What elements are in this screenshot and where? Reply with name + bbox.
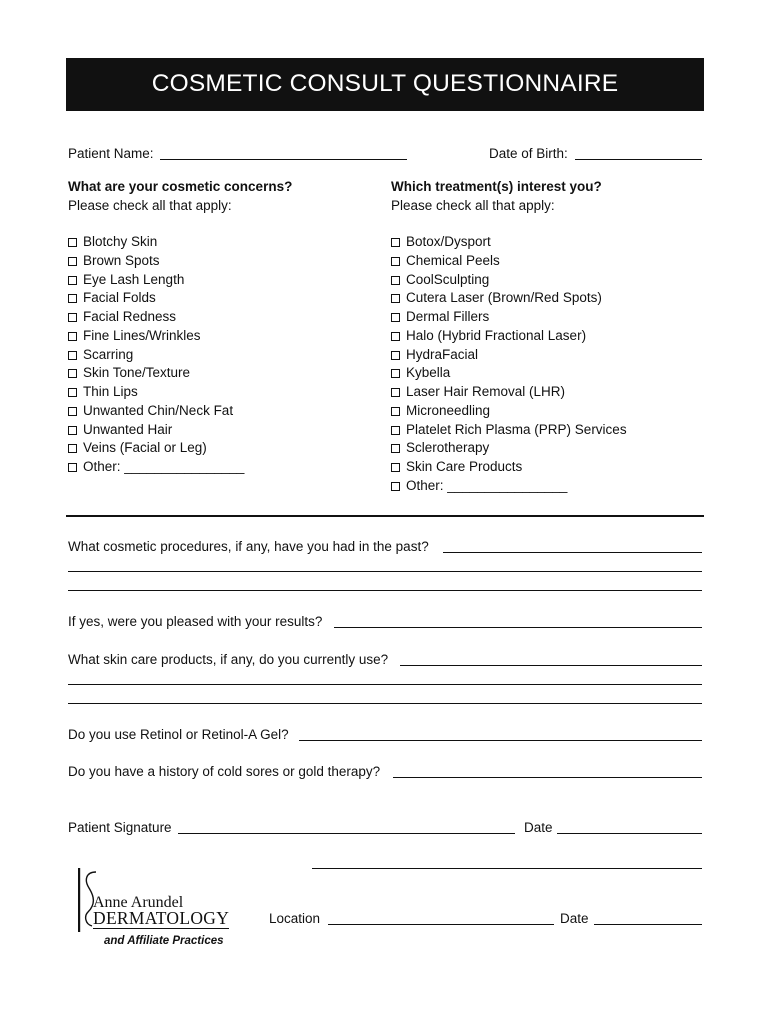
checkbox[interactable]	[68, 294, 77, 303]
page-title: COSMETIC CONSULT QUESTIONNAIRE	[151, 70, 619, 97]
location-date-label: Date	[560, 911, 589, 926]
concern-item-other[interactable]: Other: ________________	[68, 458, 244, 477]
checkbox[interactable]	[391, 238, 400, 247]
checkbox[interactable]	[391, 369, 400, 378]
treatment-item[interactable]: CoolSculpting	[391, 271, 627, 290]
concern-item[interactable]: Eye Lash Length	[68, 271, 244, 290]
checkbox[interactable]	[68, 407, 77, 416]
checkbox[interactable]	[391, 407, 400, 416]
checkbox[interactable]	[68, 444, 77, 453]
skin-care-line[interactable]	[68, 684, 702, 685]
concern-item[interactable]: Facial Folds	[68, 289, 244, 308]
treatment-item[interactable]: Chemical Peels	[391, 252, 627, 271]
treatment-item[interactable]: Microneedling	[391, 402, 627, 421]
dob-label: Date of Birth:	[489, 146, 568, 161]
checkbox[interactable]	[391, 388, 400, 397]
logo-name: Anne Arundel	[93, 894, 184, 911]
concern-item[interactable]: Unwanted Chin/Neck Fat	[68, 402, 244, 421]
signature-field[interactable]	[178, 833, 515, 834]
concern-item[interactable]: Scarring	[68, 346, 244, 365]
checkbox[interactable]	[68, 369, 77, 378]
concern-item[interactable]: Fine Lines/Wrinkles	[68, 327, 244, 346]
treatment-item[interactable]: Skin Care Products	[391, 458, 627, 477]
location-date-field[interactable]	[594, 924, 702, 925]
skin-care-line[interactable]	[68, 703, 702, 704]
treatment-item[interactable]: Sclerotherapy	[391, 439, 627, 458]
retinol-field[interactable]	[299, 740, 702, 741]
skin-care-question: What skin care products, if any, do you currently use?	[68, 652, 389, 667]
checkbox[interactable]	[391, 444, 400, 453]
past-procedures-line[interactable]	[68, 571, 702, 572]
checkbox[interactable]	[391, 332, 400, 341]
patient-name-label: Patient Name:	[68, 146, 154, 161]
checkbox[interactable]	[68, 313, 77, 322]
checkbox[interactable]	[391, 276, 400, 285]
title-banner	[66, 58, 704, 111]
location-field[interactable]	[328, 924, 554, 925]
signature-label: Patient Signature	[68, 820, 172, 835]
pleased-question: If yes, were you pleased with your results?	[68, 614, 323, 629]
skin-care-field[interactable]	[400, 665, 702, 666]
checkbox[interactable]	[68, 276, 77, 285]
checkbox[interactable]	[68, 332, 77, 341]
treatment-item[interactable]: Laser Hair Removal (LHR)	[391, 383, 627, 402]
treatments-heading: Which treatment(s) interest you?	[391, 179, 602, 194]
treatment-item[interactable]: Cutera Laser (Brown/Red Spots)	[391, 289, 627, 308]
checkbox[interactable]	[391, 294, 400, 303]
cold-sores-field[interactable]	[393, 777, 702, 778]
past-procedures-field[interactable]	[443, 552, 702, 553]
signature-date-label: Date	[524, 820, 553, 835]
checkbox[interactable]	[391, 426, 400, 435]
checkbox[interactable]	[391, 463, 400, 472]
checkbox[interactable]	[68, 351, 77, 360]
logo-dept: DERMATOLOGY	[93, 908, 230, 928]
treatment-item-other[interactable]: Other: ________________	[391, 477, 627, 496]
checkbox[interactable]	[68, 426, 77, 435]
checkbox[interactable]	[68, 388, 77, 397]
pleased-field[interactable]	[334, 627, 702, 628]
treatment-item[interactable]: Dermal Fillers	[391, 308, 627, 327]
checkbox[interactable]	[391, 257, 400, 266]
concern-item[interactable]: Unwanted Hair	[68, 421, 244, 440]
cold-sores-question: Do you have a history of cold sores or gold therapy?	[68, 764, 381, 779]
concern-item[interactable]: Brown Spots	[68, 252, 244, 271]
checkbox[interactable]	[391, 482, 400, 491]
checkbox[interactable]	[68, 463, 77, 472]
treatments-instruction: Please check all that apply:	[391, 198, 555, 213]
treatment-item[interactable]: Halo (Hybrid Fractional Laser)	[391, 327, 627, 346]
retinol-question: Do you use Retinol or Retinol-A Gel?	[68, 727, 289, 742]
checkbox[interactable]	[391, 313, 400, 322]
section-divider	[66, 515, 704, 517]
checkbox[interactable]	[68, 257, 77, 266]
past-procedures-line[interactable]	[68, 590, 702, 591]
checkbox[interactable]	[391, 351, 400, 360]
patient-name-field[interactable]	[160, 159, 407, 160]
concern-item[interactable]: Blotchy Skin	[68, 233, 244, 252]
concern-item[interactable]: Skin Tone/Texture	[68, 364, 244, 383]
concern-item[interactable]: Facial Redness	[68, 308, 244, 327]
treatment-item[interactable]: HydraFacial	[391, 346, 627, 365]
checkbox[interactable]	[68, 238, 77, 247]
concerns-instruction: Please check all that apply:	[68, 198, 232, 213]
logo-tagline: and Affiliate Practices	[104, 935, 224, 947]
treatment-item[interactable]: Botox/Dysport	[391, 233, 627, 252]
location-label: Location	[269, 911, 321, 926]
dob-field[interactable]	[575, 159, 702, 160]
concerns-heading: What are your cosmetic concerns?	[68, 179, 293, 194]
signature-date-field[interactable]	[557, 833, 702, 834]
concerns-list	[68, 233, 244, 477]
witness-line[interactable]	[312, 868, 702, 869]
past-procedures-question: What cosmetic procedures, if any, have you had in the past?	[68, 539, 429, 554]
concern-item[interactable]: Veins (Facial or Leg)	[68, 439, 244, 458]
treatment-item[interactable]: Kybella	[391, 364, 627, 383]
concern-item[interactable]: Thin Lips	[68, 383, 244, 402]
treatments-list	[391, 233, 627, 496]
treatment-item[interactable]: Platelet Rich Plasma (PRP) Services	[391, 421, 627, 440]
